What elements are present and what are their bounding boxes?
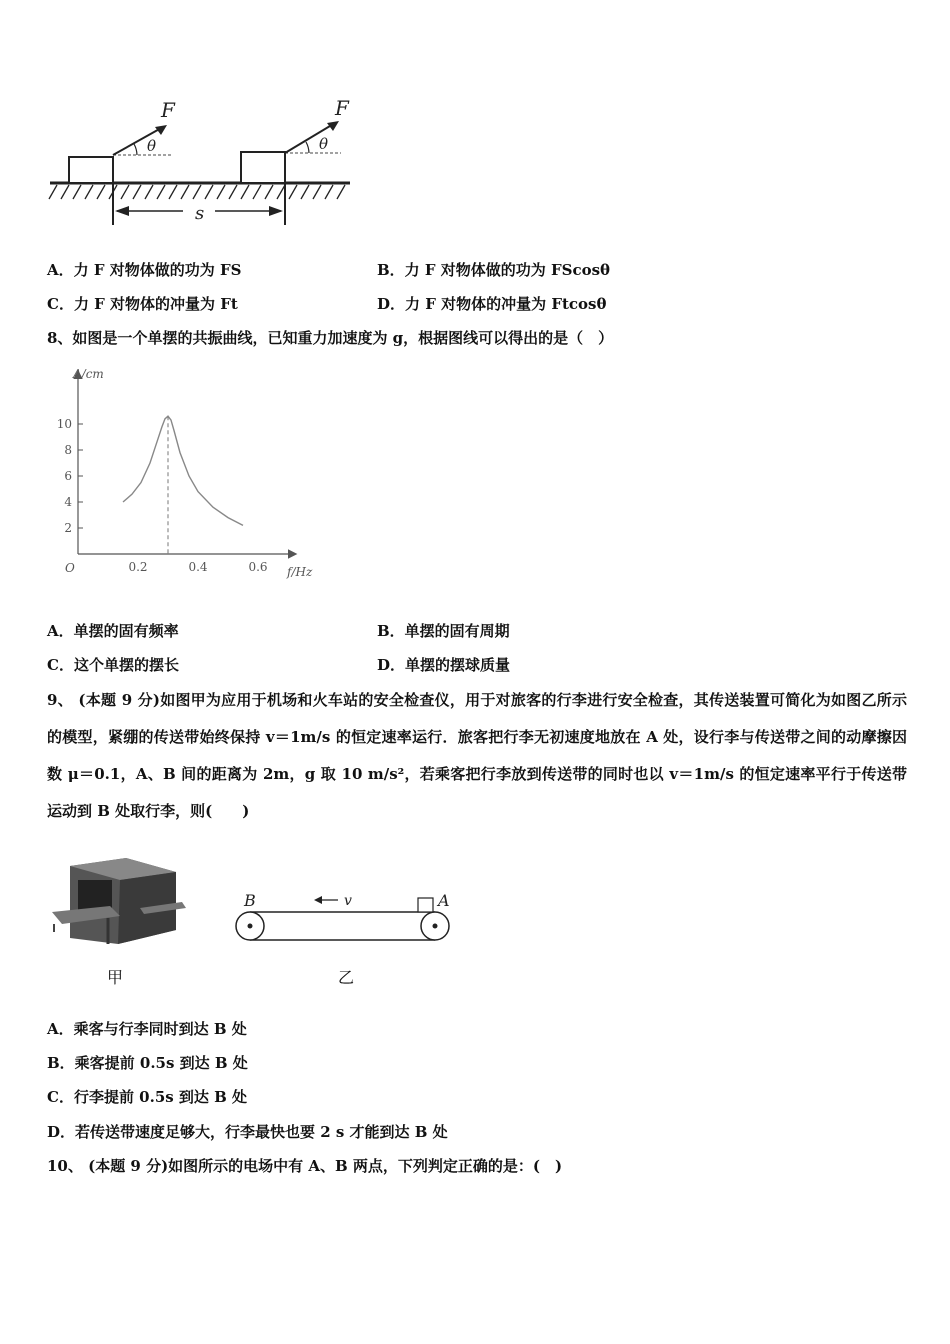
q9-option-a: A．乘客与行李同时到达 B 处 <box>47 1020 247 1038</box>
q8-option-d: D．单摆的摆球质量 <box>377 656 511 674</box>
angle-label-end: θ <box>319 135 329 153</box>
y-tick-label: 4 <box>64 495 72 509</box>
q7-option-d: D．力 F 对物体的冲量为 Ftcosθ <box>377 295 607 313</box>
resonance-chart <box>55 362 335 587</box>
q8-option-c: C．这个单摆的摆长 <box>47 656 179 674</box>
q8-stem: 8、如图是一个单摆的共振曲线，已知重力加速度为 g，根据图线可以得出的是（ ） <box>47 329 614 347</box>
x-tick-label: 0.6 <box>248 560 268 574</box>
x-axis-label: f/Hz <box>287 565 313 579</box>
force-diagram <box>45 95 355 235</box>
security-scanner-figure <box>48 852 188 952</box>
y-tick-label: 2 <box>64 521 72 535</box>
velocity-label: v <box>344 893 352 909</box>
x-tick-label: 0.4 <box>188 560 208 574</box>
x-tick-label: 0.2 <box>128 560 148 574</box>
resonance-curve <box>123 416 243 525</box>
force-label-end: F <box>335 96 349 120</box>
y-tick-label: 10 <box>56 417 72 431</box>
q10-stem: 10、 (本题 9 分)如图所示的电场中有 A、B 两点，下列判定正确的是：( ) <box>47 1157 563 1175</box>
force-label-start: F <box>161 98 175 122</box>
luggage-box <box>418 898 433 912</box>
origin-label: O <box>65 561 75 575</box>
y-axis-label: A/cm <box>73 367 104 381</box>
distance-label: s <box>195 203 205 224</box>
q7-option-a: A．力 F 对物体做的功为 FS <box>47 261 242 279</box>
q9-option-b: B．乘客提前 0.5s 到达 B 处 <box>47 1054 248 1072</box>
q7-option-c: C．力 F 对物体的冲量为 Ft <box>47 295 238 313</box>
q8-option-a: A．单摆的固有频率 <box>47 622 179 640</box>
conveyor-belt-figure <box>230 886 460 946</box>
q9-stem: 9、 (本题 9 分)如图甲为应用于机场和火车站的安全检查仪，用于对旅客的行李进行安全检查，其传送装置可简化为如图乙所示的模型，紧绷的传送带始终保持 v＝1m/s 的恒定速率运行．旅客把行李无初速度地放在 A 处，设行李与传送带之间的动摩擦因数 μ＝0.1，A、B 间的距离为 2m，g 取 10 m/s²，若乘客把行李放到传送带的同时也以 v＝1m/s 的恒定速率平行于传送带运动到 B 处取行李，则( ) <box>47 691 907 820</box>
y-tick-label: 6 <box>64 469 72 483</box>
block-end <box>241 152 285 183</box>
angle-label-start: θ <box>147 137 157 155</box>
q9-option-c: C．行李提前 0.5s 到达 B 处 <box>47 1088 248 1106</box>
block-start <box>69 157 113 183</box>
q9-option-d: D．若传送带速度足够大，行李最快也要 2 s 才能到达 B 处 <box>47 1123 448 1141</box>
point-b-label: B <box>244 891 256 910</box>
figure-caption-left: 甲 <box>107 968 124 987</box>
point-a-label: A <box>438 891 450 910</box>
q8-option-b: B．单摆的固有周期 <box>377 622 510 640</box>
q7-option-b: B．力 F 对物体做的功为 FScosθ <box>377 261 611 279</box>
y-tick-label: 8 <box>64 443 72 457</box>
figure-caption-right: 乙 <box>338 968 355 987</box>
